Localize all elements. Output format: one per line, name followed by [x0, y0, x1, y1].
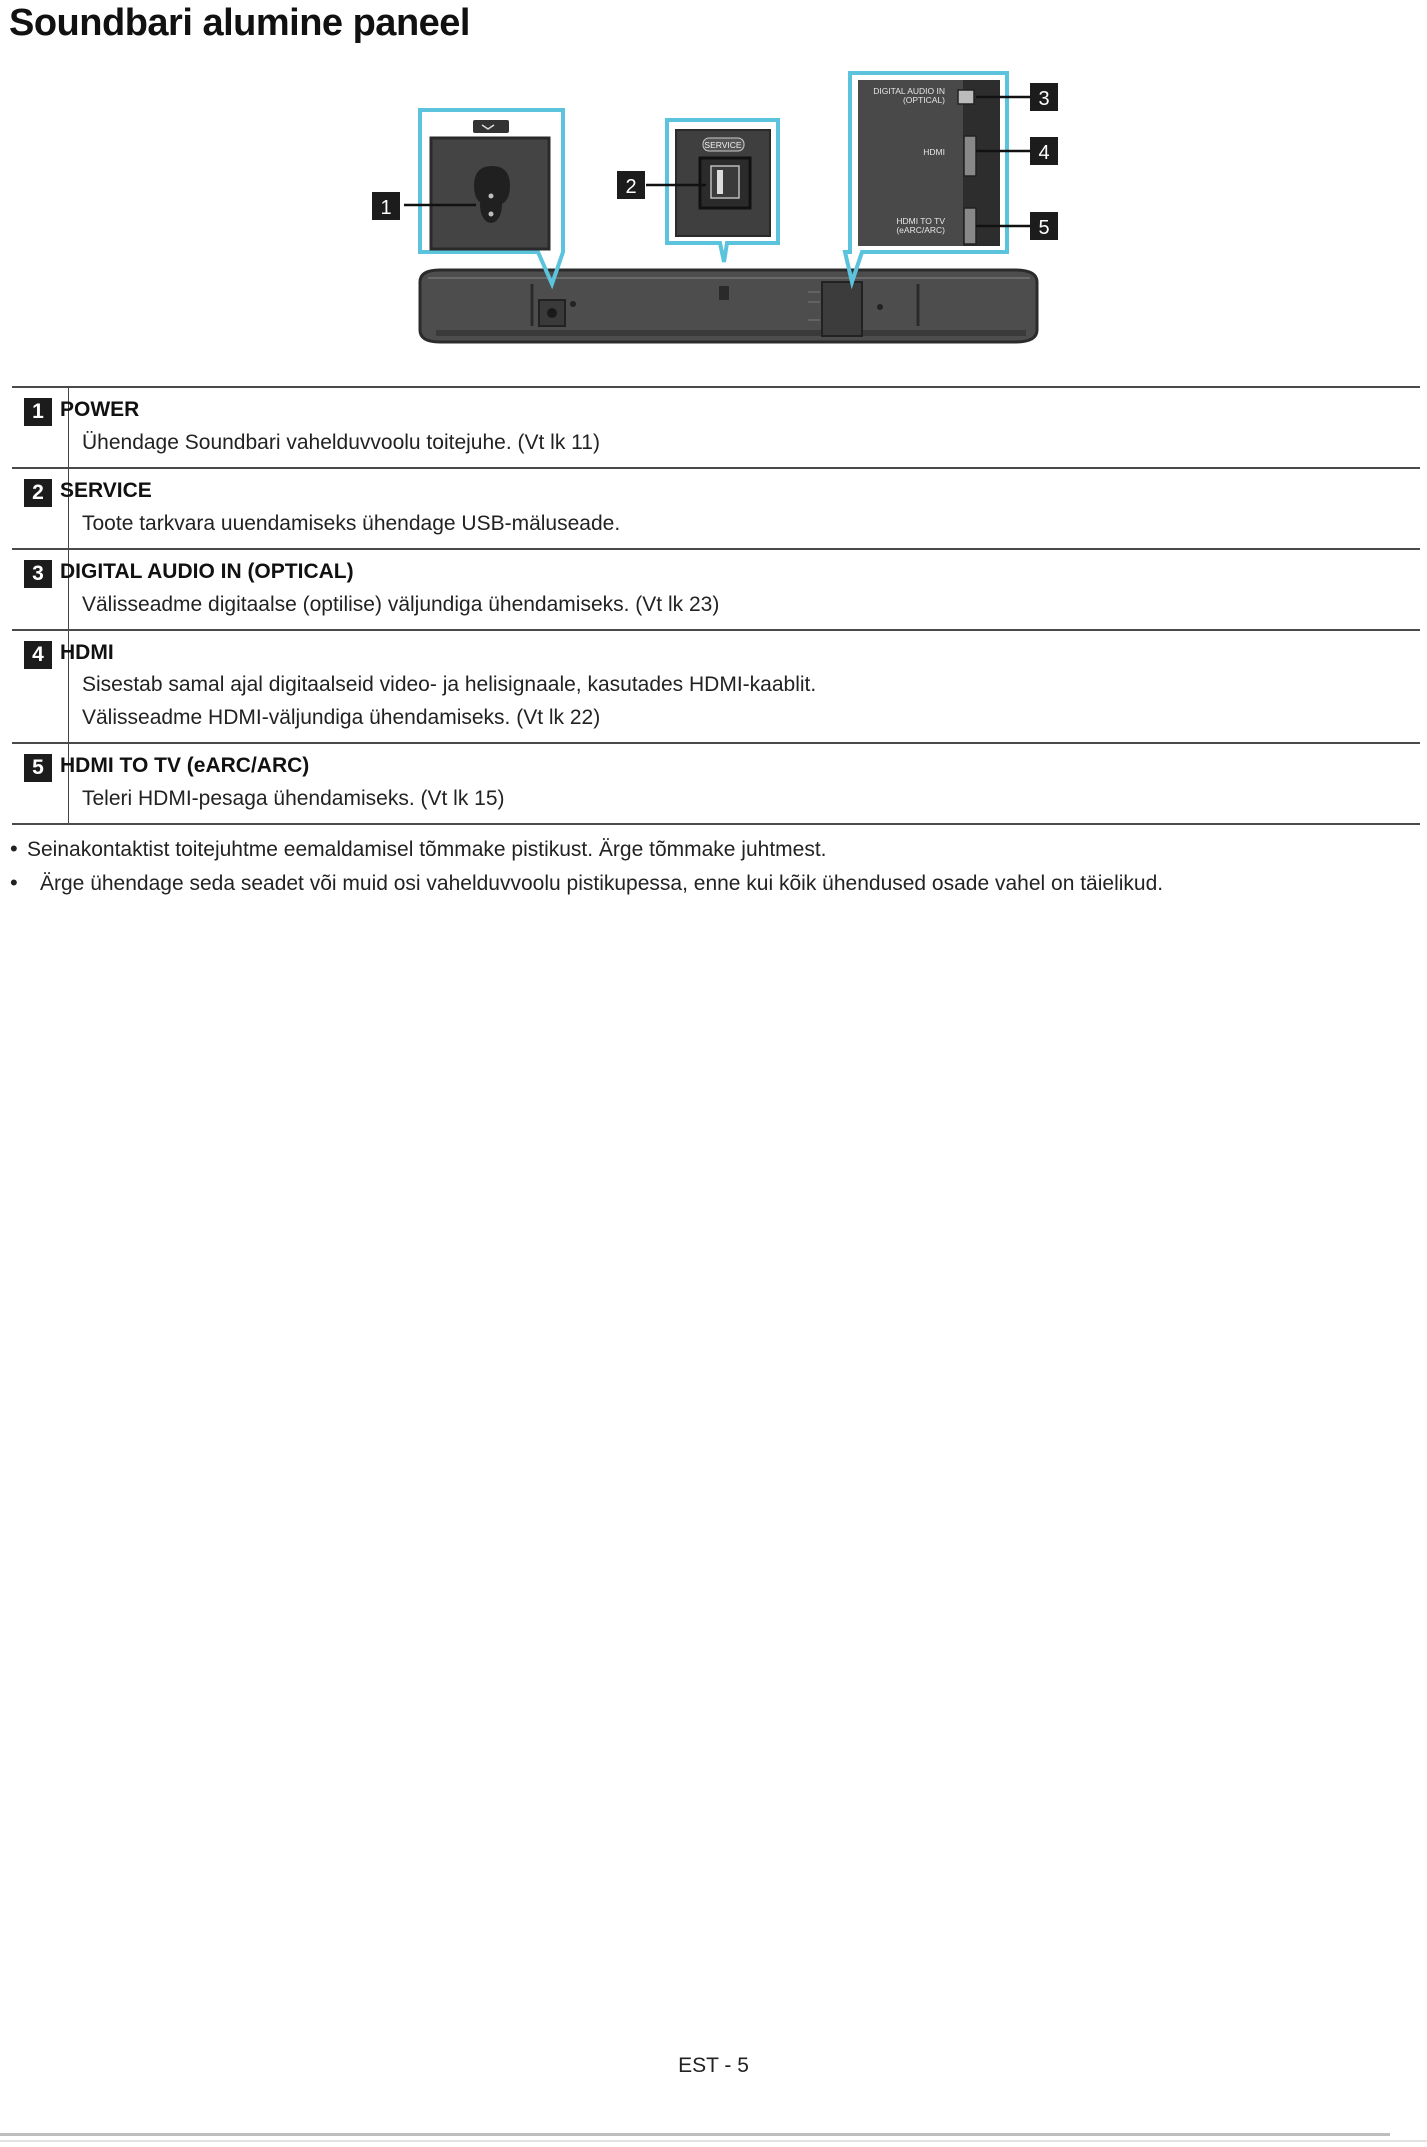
callout-1	[372, 192, 400, 220]
svg-text:1: 1	[380, 197, 392, 219]
port-row-hdmi	[12, 629, 1420, 742]
port-row-optical	[12, 548, 1420, 629]
port-number-badge: 3	[24, 560, 52, 588]
footer-divider	[0, 2140, 1427, 2142]
service-label: SERVICE	[704, 140, 742, 150]
note-item: Seinakontaktist toitejuhtme eemaldamisel tõmmake pistikust. Ärge tõmmake juhtmest.	[27, 838, 827, 861]
port-description: Toote tarkvara uuendamiseks ühendage USB-mäluseade.	[82, 512, 621, 535]
svg-text:5: 5	[1038, 217, 1050, 239]
hdmi-port-icon	[964, 136, 976, 176]
callout-5	[1030, 212, 1058, 240]
svg-text:2: 2	[625, 176, 637, 198]
port-description: Sisestab samal ajal digitaalseid video- ja helisignaale, kasutades HDMI-kaablit.	[82, 673, 817, 696]
port-number-badge: 1	[24, 398, 52, 426]
port-row-service	[12, 467, 1420, 548]
port-title: DIGITAL AUDIO IN (OPTICAL)	[60, 560, 354, 583]
bullet-icon: •	[10, 870, 18, 895]
hdmi-port-icon	[964, 208, 976, 244]
usb-port-icon	[719, 286, 729, 300]
callout-2	[617, 171, 645, 199]
port-description: Välisseadme HDMI-väljundiga ühendamiseks. (Vt lk 22)	[82, 706, 601, 729]
port-title: HDMI TO TV (eARC/ARC)	[60, 754, 310, 777]
note-item: Ärge ühendage seda seadet või muid osi vahelduvvoolu pistikupessa, enne kui kõik ühendused osade vahel on täielikud.	[40, 872, 1164, 895]
soundbar-diagram	[0, 0, 1427, 360]
port-description: Välisseadme digitaalse (optilise) väljundiga ühendamiseks. (Vt lk 23)	[82, 593, 720, 616]
footer-divider	[0, 2133, 1390, 2136]
port-table	[12, 386, 1420, 825]
hdmi-to-tv-label: HDMI TO TV	[896, 216, 945, 226]
port-row-hdmi-to-tv	[12, 742, 1420, 825]
port-row-power	[12, 386, 1420, 467]
port-description: Ühendage Soundbari vahelduvvoolu toitejuhe. (Vt lk 11)	[82, 431, 600, 454]
bullet-icon: •	[10, 836, 18, 861]
callout-3	[1030, 83, 1058, 111]
page-number: EST - 5	[678, 2054, 749, 2077]
hdmi-label: HDMI	[923, 147, 945, 157]
svg-text:3: 3	[1038, 88, 1050, 110]
optical-label: (OPTICAL)	[902, 95, 945, 105]
port-description: Teleri HDMI-pesaga ühendamiseks. (Vt lk 15)	[82, 787, 505, 810]
svg-text:4: 4	[1038, 142, 1050, 164]
port-title: POWER	[60, 398, 140, 421]
optical-port-icon	[958, 90, 974, 104]
port-title: HDMI	[60, 641, 114, 664]
port-number-badge: 5	[24, 754, 52, 782]
earc-arc-label: (eARC/ARC)	[896, 225, 945, 235]
port-number-badge: 4	[24, 641, 52, 669]
soundbar-illustration	[0, 0, 1427, 360]
port-number-badge: 2	[24, 479, 52, 507]
page-title: Soundbari alumine paneel	[9, 2, 470, 44]
callout-4	[1030, 137, 1058, 165]
port-title: SERVICE	[60, 479, 152, 502]
digital-audio-label: DIGITAL AUDIO IN	[873, 86, 945, 96]
